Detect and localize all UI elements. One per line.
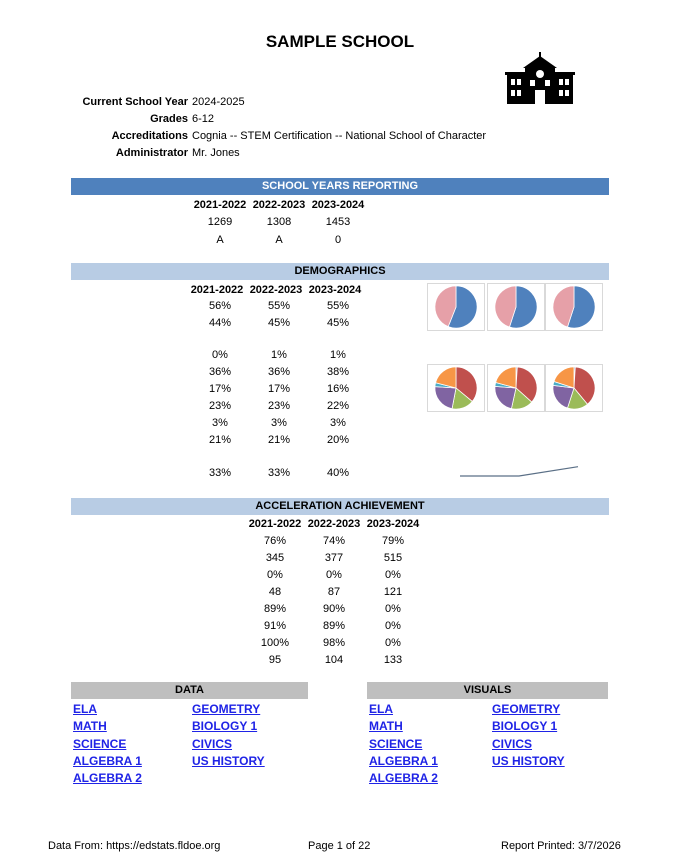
- section-header-acceleration: ACCELERATION ACHIEVEMENT: [71, 498, 609, 515]
- section-header-demographics: DEMOGRAPHICS: [71, 263, 609, 280]
- school-building-icon: [505, 52, 575, 106]
- race-pie-chart: [488, 365, 544, 411]
- table-cell: 38%: [326, 366, 350, 378]
- table-cell: 23%: [208, 400, 232, 412]
- table-cell: 0%: [385, 637, 401, 649]
- table-cell: 33%: [267, 467, 291, 479]
- table-cell: 1453: [325, 216, 351, 228]
- gender-pie-chart: [546, 284, 602, 330]
- visual-link-algebra-1[interactable]: ALGEBRA 1: [369, 753, 438, 768]
- gender-pie-chart: [428, 284, 484, 330]
- table-cell: 36%: [267, 366, 291, 378]
- table-cell: 17%: [267, 383, 291, 395]
- visual-link-math[interactable]: MATH: [369, 719, 403, 734]
- gender-pie-2021: [427, 283, 485, 331]
- table-cell: 377: [324, 552, 344, 564]
- table-cell: 3%: [330, 417, 346, 429]
- visual-link-biology-1[interactable]: BIOLOGY 1: [492, 719, 558, 734]
- column-header: 2021-2022: [248, 518, 302, 530]
- info-label: Grades: [150, 113, 188, 125]
- page-title: SAMPLE SCHOOL: [265, 32, 415, 51]
- table-cell: 90%: [322, 603, 346, 615]
- race-pie-2023: [545, 364, 603, 412]
- table-cell: 91%: [263, 620, 287, 632]
- table-cell: 55%: [267, 300, 291, 312]
- table-cell: 345: [265, 552, 285, 564]
- data-link-ela[interactable]: ELA: [73, 702, 97, 716]
- table-cell: 0%: [267, 569, 283, 581]
- table-cell: 36%: [208, 366, 232, 378]
- table-cell: 0%: [326, 569, 342, 581]
- table-cell: 21%: [208, 434, 232, 446]
- table-cell: 76%: [263, 535, 287, 547]
- info-label: Accreditations: [111, 130, 188, 142]
- column-header: 2022-2023: [249, 284, 303, 296]
- race-pie-2022: [487, 364, 545, 412]
- data-link-science[interactable]: SCIENCE: [73, 736, 127, 751]
- table-cell: 45%: [267, 317, 291, 329]
- info-value: Mr. Jones: [192, 147, 240, 159]
- visual-link-us-history[interactable]: US HISTORY: [492, 753, 565, 768]
- visual-link-science[interactable]: SCIENCE: [369, 736, 423, 751]
- visual-link-ela[interactable]: ELA: [369, 702, 393, 716]
- table-cell: 45%: [326, 317, 350, 329]
- column-header: 2023-2024: [366, 518, 420, 530]
- table-cell: 74%: [322, 535, 346, 547]
- table-cell: 3%: [212, 417, 228, 429]
- visual-link-algebra-2[interactable]: ALGEBRA 2: [369, 771, 438, 786]
- column-header: 2023-2024: [308, 284, 362, 296]
- data-link-algebra-1[interactable]: ALGEBRA 1: [73, 753, 142, 768]
- section-header-visuals: VISUALS: [367, 682, 608, 699]
- table-cell: 89%: [263, 603, 287, 615]
- gender-pie-2023: [545, 283, 603, 331]
- pie-slice-3: [435, 387, 456, 409]
- info-value: Cognia -- STEM Certification -- National School of Character: [192, 130, 487, 142]
- info-label: Current School Year: [82, 96, 188, 108]
- table-cell: 0%: [385, 603, 401, 615]
- table-cell: 95: [268, 654, 282, 666]
- race-pie-chart: [546, 365, 602, 411]
- race-pie-chart: [428, 365, 484, 411]
- column-header: 2022-2023: [307, 518, 361, 530]
- table-cell: 133: [383, 654, 403, 666]
- table-cell: 0%: [385, 569, 401, 581]
- footer-source: Data From: https://edstats.fldoe.org: [48, 840, 221, 852]
- info-label: Administrator: [115, 147, 188, 159]
- table-cell: 87: [327, 586, 341, 598]
- table-cell: 0: [334, 234, 342, 246]
- table-cell: 17%: [208, 383, 232, 395]
- column-header: 2022-2023: [252, 199, 306, 211]
- table-cell: A: [275, 234, 283, 246]
- table-cell: 0%: [385, 620, 401, 632]
- race-pie-2021: [427, 364, 485, 412]
- data-link-math[interactable]: MATH: [73, 719, 107, 734]
- visual-link-civics[interactable]: CIVICS: [492, 736, 533, 751]
- table-cell: 515: [383, 552, 403, 564]
- table-cell: 1%: [330, 349, 346, 361]
- table-cell: 56%: [208, 300, 232, 312]
- footer-printed-date: Report Printed: 3/7/2026: [501, 840, 621, 852]
- table-cell: 44%: [208, 317, 232, 329]
- table-cell: 98%: [322, 637, 346, 649]
- table-cell: 104: [324, 654, 344, 666]
- data-link-geometry[interactable]: GEOMETRY: [192, 702, 261, 716]
- data-link-civics[interactable]: CIVICS: [192, 736, 233, 751]
- table-cell: 121: [383, 586, 403, 598]
- table-cell: 20%: [326, 434, 350, 446]
- table-cell: 16%: [326, 383, 350, 395]
- data-link-us-history[interactable]: US HISTORY: [192, 753, 265, 768]
- info-value: 6-12: [192, 113, 215, 125]
- table-cell: 23%: [267, 400, 291, 412]
- table-cell: 89%: [322, 620, 346, 632]
- gender-pie-2022: [487, 283, 545, 331]
- table-cell: 55%: [326, 300, 350, 312]
- column-header: 2023-2024: [311, 199, 365, 211]
- data-link-biology-1[interactable]: BIOLOGY 1: [192, 719, 258, 734]
- table-cell: 48: [268, 586, 282, 598]
- table-cell: 22%: [326, 400, 350, 412]
- section-header-school-years: SCHOOL YEARS REPORTING: [71, 178, 609, 195]
- table-cell: 3%: [271, 417, 287, 429]
- table-cell: 100%: [260, 637, 290, 649]
- sparkline-line: [460, 467, 578, 476]
- table-cell: 33%: [208, 467, 232, 479]
- footer-page-number: Page 1 of 22: [308, 840, 371, 852]
- table-cell: 1269: [207, 216, 233, 228]
- gender-pie-chart: [488, 284, 544, 330]
- table-cell: 40%: [326, 467, 350, 479]
- free-lunch-sparkline: [458, 462, 580, 482]
- section-header-data: DATA: [71, 682, 308, 699]
- column-header: 2021-2022: [193, 199, 247, 211]
- table-cell: 1308: [266, 216, 292, 228]
- table-cell: 21%: [267, 434, 291, 446]
- table-cell: 79%: [381, 535, 405, 547]
- info-value: 2024-2025: [192, 96, 245, 108]
- column-header: 2021-2022: [190, 284, 244, 296]
- data-link-algebra-2[interactable]: ALGEBRA 2: [73, 771, 142, 786]
- table-cell: 0%: [212, 349, 228, 361]
- table-cell: 1%: [271, 349, 287, 361]
- table-cell: A: [216, 234, 224, 246]
- visual-link-geometry[interactable]: GEOMETRY: [492, 702, 561, 716]
